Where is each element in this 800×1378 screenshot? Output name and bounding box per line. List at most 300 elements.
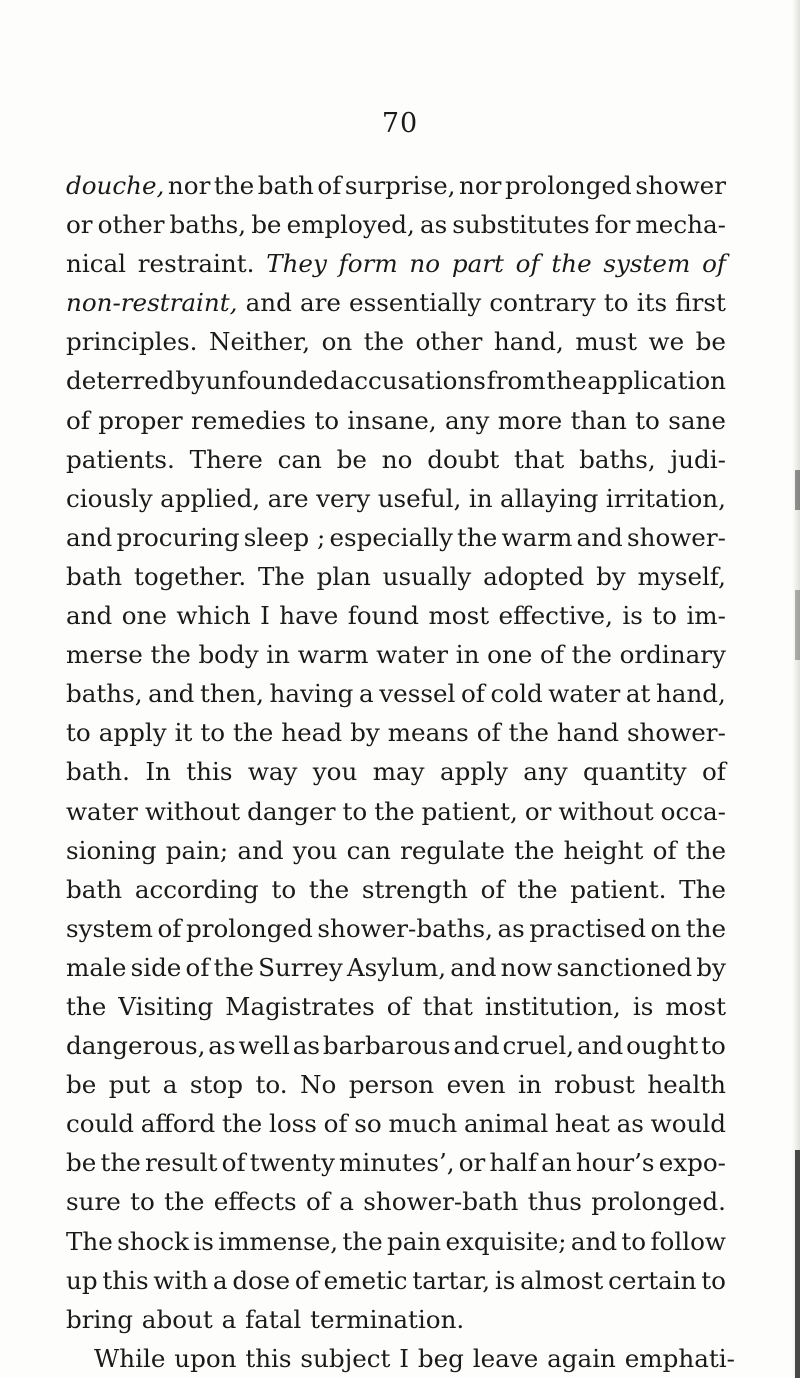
word: and: [576, 522, 623, 552]
word: no: [381, 444, 413, 474]
text-line: [66, 283, 726, 322]
word: emetic: [323, 1265, 408, 1295]
text-line: [66, 831, 726, 870]
text-line: [66, 1026, 726, 1065]
word: to: [314, 405, 340, 435]
word: substitutes: [452, 210, 590, 240]
word: as: [497, 913, 525, 943]
word: most: [428, 601, 490, 631]
word: baths,: [66, 679, 143, 709]
word: accusations: [339, 366, 486, 396]
text-line: [66, 1143, 726, 1182]
word: without: [558, 796, 654, 826]
text-line: [66, 401, 726, 440]
text-line: [66, 244, 726, 283]
word: the: [546, 366, 587, 396]
word: essentially: [349, 288, 482, 318]
text-line: [66, 909, 726, 948]
word: the: [233, 718, 274, 748]
word: application: [587, 366, 726, 396]
word: cruel,: [502, 1031, 575, 1061]
word: one: [121, 601, 167, 631]
word: I: [399, 1343, 409, 1373]
word: almost: [520, 1265, 604, 1295]
word: ought: [626, 1031, 699, 1061]
word: usually: [382, 561, 472, 591]
word: expo-: [658, 1148, 726, 1178]
word: water: [376, 640, 449, 670]
word: barbarous: [322, 1031, 451, 1061]
word: you: [292, 835, 338, 865]
word: or: [524, 796, 552, 826]
word: a: [162, 1070, 178, 1100]
text-line: [66, 713, 726, 752]
word: mecha-: [635, 210, 726, 240]
word: be: [695, 327, 726, 357]
word: system: [66, 913, 153, 943]
word: that: [514, 444, 565, 474]
word: without: [144, 796, 241, 826]
word: male: [66, 952, 127, 982]
text-line: [66, 1065, 726, 1104]
word: found: [347, 601, 420, 631]
word: a: [339, 1187, 354, 1217]
word: or: [458, 1148, 486, 1178]
word: upon: [174, 1343, 237, 1373]
word: prolonged: [504, 171, 632, 200]
word: the: [213, 952, 254, 982]
word: strength: [361, 874, 468, 904]
word: procuring: [116, 522, 240, 552]
page-edge-mark: [795, 1150, 800, 1378]
word: principles.: [66, 327, 198, 357]
text-line: [66, 752, 726, 791]
word: cold: [490, 679, 543, 709]
word: Magistrates: [225, 991, 375, 1021]
word: douche,: [66, 171, 165, 200]
word: of: [652, 835, 677, 865]
word: having: [269, 679, 354, 709]
word: could: [66, 1109, 135, 1139]
word: animal: [463, 1109, 549, 1139]
text-line: [66, 557, 726, 596]
word: by: [175, 366, 205, 396]
word: side: [130, 952, 182, 982]
word: water: [66, 796, 138, 826]
word: hand,: [493, 327, 564, 357]
word: adopted: [483, 561, 585, 591]
word: the: [363, 327, 405, 357]
word: hour’s: [575, 1148, 655, 1178]
word: of: [294, 1265, 319, 1295]
word: sure: [66, 1187, 121, 1217]
text-line: [66, 1182, 726, 1221]
text-line: [66, 1104, 726, 1143]
word: twenty: [249, 1148, 335, 1178]
word: any: [523, 757, 568, 787]
word: restraint.: [137, 249, 255, 279]
word: unfounded: [205, 366, 339, 396]
page-number: 70: [381, 108, 419, 139]
word: to: [271, 874, 297, 904]
word: from: [486, 366, 546, 396]
word: we: [648, 327, 685, 357]
word: to.: [255, 1070, 288, 1100]
word: stop: [189, 1070, 243, 1100]
word: of: [306, 1187, 330, 1217]
word: up: [66, 1265, 98, 1295]
word: patients.: [66, 444, 175, 474]
word: the: [66, 991, 107, 1021]
word: subject: [300, 1343, 391, 1373]
word: irritation,: [605, 483, 726, 513]
text-line: [66, 635, 726, 674]
word: warm: [501, 522, 573, 552]
word: While: [94, 1343, 166, 1373]
text-line: [66, 987, 726, 1026]
word: pain;: [165, 835, 229, 865]
word: robust: [554, 1070, 635, 1100]
word: in: [455, 640, 480, 670]
word: afford: [140, 1109, 216, 1139]
word: then,: [200, 679, 264, 709]
word: most: [665, 991, 726, 1021]
word: this: [245, 1343, 292, 1373]
word: sane: [668, 405, 726, 435]
word: a: [221, 1304, 237, 1334]
word: doubt: [427, 444, 500, 474]
word: would: [650, 1109, 726, 1139]
word: shock: [117, 1226, 190, 1256]
word: No: [300, 1070, 337, 1100]
word: a: [359, 679, 374, 709]
word: of: [701, 757, 726, 787]
page-edge-mark: [795, 470, 800, 510]
word: patient.: [570, 874, 667, 904]
body-text: [66, 166, 735, 1378]
word: result: [144, 1148, 218, 1178]
word: the: [100, 1148, 141, 1178]
text-line: [66, 674, 726, 713]
word: more: [497, 405, 563, 435]
word: other: [415, 327, 483, 357]
word: of: [221, 1148, 246, 1178]
word: about: [141, 1304, 213, 1334]
word: applied,: [160, 483, 261, 513]
word: nor: [167, 171, 211, 200]
word: health: [647, 1070, 726, 1100]
word: ordinary: [619, 640, 726, 670]
word: heat: [554, 1109, 610, 1139]
word: have: [279, 601, 339, 631]
word: and: [570, 1226, 618, 1256]
word: beg: [417, 1343, 464, 1373]
word: shower-baths,: [317, 913, 493, 943]
word: and: [237, 835, 284, 865]
word: fatal: [245, 1304, 302, 1334]
word: to: [200, 718, 226, 748]
word: so: [354, 1109, 382, 1139]
word: are: [299, 288, 341, 318]
word: it: [174, 718, 193, 748]
word: regulate: [400, 835, 505, 865]
word: on: [650, 913, 682, 943]
word: means: [387, 718, 469, 748]
text-line: [66, 361, 726, 400]
text-line: [66, 1300, 726, 1339]
word: proper: [98, 405, 183, 435]
word: quantity: [582, 757, 687, 787]
word: to: [342, 796, 368, 826]
word: follow: [650, 1226, 726, 1256]
word: deterred: [66, 366, 175, 396]
word: of: [515, 249, 540, 279]
word: exquisite;: [445, 1226, 567, 1256]
word: of: [460, 679, 485, 709]
word: shower-bath: [363, 1187, 519, 1217]
word: half: [489, 1148, 537, 1178]
word: than: [570, 405, 627, 435]
word: well: [238, 1031, 290, 1061]
text-line: [66, 205, 726, 244]
word: bath.: [66, 757, 130, 787]
word: must: [575, 327, 637, 357]
word: apply: [98, 718, 167, 748]
word: this: [102, 1265, 149, 1295]
word: dangerous,: [66, 1031, 206, 1061]
word: to: [621, 1226, 647, 1256]
word: of: [185, 952, 210, 982]
word: very: [316, 483, 371, 513]
word: tartar,: [412, 1265, 491, 1295]
text-line: [66, 1222, 726, 1261]
word: are: [267, 483, 309, 513]
word: certain: [608, 1265, 697, 1295]
word: employed,: [286, 210, 415, 240]
word: a: [212, 1265, 228, 1295]
word: pain: [387, 1226, 442, 1256]
word: the: [374, 796, 415, 826]
word: to: [130, 1187, 155, 1217]
word: way: [247, 757, 298, 787]
text-line: [66, 792, 726, 831]
word: that: [422, 991, 473, 1021]
word: is: [494, 1265, 516, 1295]
word: the: [221, 1109, 263, 1139]
word: shower: [635, 171, 726, 200]
word: to: [701, 1265, 726, 1295]
word: of: [480, 874, 505, 904]
word: Surrey: [258, 952, 343, 982]
word: the: [457, 522, 498, 552]
word: by: [350, 718, 380, 748]
word: nical: [66, 249, 127, 279]
word: allaying: [500, 483, 599, 513]
word: I: [260, 601, 270, 631]
word: and: [453, 1031, 500, 1061]
word: as: [419, 210, 448, 240]
word: together.: [134, 561, 247, 591]
word: plan: [316, 561, 371, 591]
word: head: [281, 718, 343, 748]
word: sioning: [66, 835, 157, 865]
word: is: [622, 601, 643, 631]
word: useful,: [377, 483, 462, 513]
word: form: [338, 249, 398, 279]
word: this: [186, 757, 233, 787]
word: for: [594, 210, 631, 240]
word: of: [386, 991, 411, 1021]
word: and: [148, 679, 195, 709]
text-line: [66, 1339, 735, 1378]
word: the: [308, 874, 350, 904]
word: height: [563, 835, 644, 865]
word: of: [702, 249, 726, 279]
word: the: [551, 249, 592, 279]
word: and: [245, 288, 292, 318]
word: institution,: [484, 991, 621, 1021]
word: with: [153, 1265, 209, 1295]
word: in: [517, 1070, 542, 1100]
word: nor: [458, 171, 502, 200]
word: non-restraint,: [66, 288, 238, 318]
word: and: [577, 1031, 624, 1061]
word: Asylum,: [346, 952, 447, 982]
word: or: [66, 210, 93, 240]
word: the: [150, 640, 191, 670]
word: which: [176, 601, 251, 631]
word: again: [547, 1343, 616, 1373]
word: sanctioned: [556, 952, 693, 982]
word: body: [198, 640, 259, 670]
word: on: [321, 327, 353, 357]
word: by: [596, 561, 626, 591]
word: In: [145, 757, 171, 787]
word: baths,: [169, 210, 247, 240]
word: practised: [529, 913, 646, 943]
text-line: [66, 166, 726, 205]
word: contrary: [489, 288, 596, 318]
word: person: [348, 1070, 435, 1100]
word: loss: [268, 1109, 317, 1139]
word: in: [468, 483, 493, 513]
word: put: [108, 1070, 151, 1100]
word: Visiting: [118, 991, 214, 1021]
word: the: [342, 1226, 383, 1256]
word: leave: [472, 1343, 539, 1373]
word: an: [541, 1148, 572, 1178]
word: warm: [297, 640, 369, 670]
word: be: [251, 210, 282, 240]
word: at: [625, 679, 651, 709]
word: danger: [247, 796, 336, 826]
word: apply: [439, 757, 508, 787]
word: much: [388, 1109, 458, 1139]
word: be: [66, 1148, 97, 1178]
word: now: [500, 952, 553, 982]
word: as: [616, 1109, 644, 1139]
word: of: [476, 718, 501, 748]
word: you: [312, 757, 358, 787]
word: can: [277, 444, 322, 474]
word: system: [603, 249, 691, 279]
word: The: [679, 874, 726, 904]
word: the: [164, 1187, 205, 1217]
word: merse: [66, 640, 143, 670]
word: insane,: [347, 405, 437, 435]
word: emphati-: [624, 1343, 735, 1373]
word: and: [66, 601, 113, 631]
word: any: [444, 405, 490, 435]
page-edge-mark: [795, 590, 800, 660]
word: is: [193, 1226, 214, 1256]
word: by: [696, 952, 726, 982]
word: the: [508, 718, 549, 748]
word: the: [514, 835, 555, 865]
word: be: [66, 1070, 97, 1100]
word: of: [540, 640, 564, 670]
word: be: [336, 444, 367, 474]
word: to: [635, 405, 660, 435]
word: other: [97, 210, 165, 240]
word: effects: [213, 1187, 297, 1217]
word: to: [701, 1031, 726, 1061]
word: in: [266, 640, 291, 670]
word: sleep ;: [243, 522, 326, 552]
word: to: [652, 601, 677, 631]
word: termination.: [310, 1304, 465, 1334]
text-line: [66, 596, 726, 635]
word: They: [266, 249, 327, 279]
text-line: [66, 479, 726, 518]
word: myself,: [637, 561, 726, 591]
word: prolonged.: [591, 1187, 726, 1217]
word: remedies: [191, 405, 306, 435]
word: even: [446, 1070, 506, 1100]
word: part: [451, 249, 504, 279]
word: bring: [66, 1304, 133, 1334]
word: can: [346, 835, 391, 865]
word: minutes’,: [339, 1148, 455, 1178]
text-line: [66, 1261, 726, 1300]
word: one: [487, 640, 533, 670]
word: shower-: [626, 718, 726, 748]
word: of: [66, 405, 90, 435]
word: may: [372, 757, 425, 787]
text-line: [66, 948, 726, 987]
word: shower-: [626, 522, 726, 552]
word: the: [213, 171, 255, 200]
word: first: [675, 288, 726, 318]
text-line: [66, 322, 726, 361]
word: of: [323, 1109, 348, 1139]
word: according: [134, 874, 259, 904]
word: dose: [232, 1265, 291, 1295]
word: immense,: [218, 1226, 339, 1256]
word: of: [157, 913, 182, 943]
text-line: [66, 870, 726, 909]
word: and: [66, 522, 113, 552]
word: to: [603, 288, 629, 318]
word: prolonged: [185, 913, 313, 943]
word: judi-: [670, 444, 726, 474]
word: There: [189, 444, 263, 474]
word: bath: [66, 561, 123, 591]
word: ciously: [66, 483, 153, 513]
word: as: [292, 1031, 320, 1061]
word: The: [258, 561, 305, 591]
word: The: [66, 1226, 113, 1256]
